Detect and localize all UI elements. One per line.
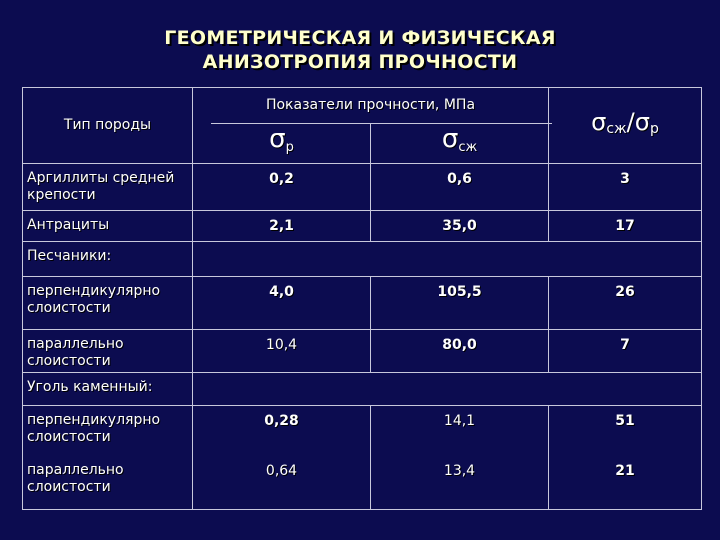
row-name: Аргиллиты средней крепости — [23, 164, 193, 211]
table-row — [23, 330, 702, 373]
ratio-sigma-2: σ — [634, 107, 650, 136]
ratio-sub-tension: р — [649, 120, 659, 137]
row-tension: 0,28 — [193, 406, 371, 456]
row-ratio: 51 — [549, 406, 702, 456]
ratio-sub-compression: сж — [606, 120, 627, 137]
table-row-section — [23, 242, 702, 277]
row-compression: 0,6 — [371, 164, 549, 211]
row-compression: 14,1 — [371, 406, 549, 456]
row-tension: 4,0 — [193, 277, 371, 330]
header-strength-group-label: Показатели прочности, МПа — [265, 97, 476, 114]
row-tension: 0,2 — [193, 164, 371, 211]
slide-title-line-1: ГЕОМЕТРИЧЕСКАЯ И ФИЗИЧЕСКАЯ — [164, 27, 556, 49]
row-ratio: 26 — [549, 277, 702, 330]
sigma-compression-symbol: σ — [441, 123, 459, 154]
row-ratio: 17 — [549, 211, 702, 242]
row-tension: 0,64 — [193, 456, 371, 510]
row-ratio: 7 — [549, 330, 702, 373]
slide-title — [0, 26, 720, 74]
row-name: параллельно слоистости — [23, 330, 193, 373]
sigma-tension-symbol: σ — [269, 123, 286, 154]
table-row — [23, 456, 702, 510]
row-compression: 35,0 — [371, 211, 549, 242]
row-name: перпендикулярно слоистости — [23, 406, 193, 456]
row-section-name: Уголь каменный: — [23, 373, 193, 406]
row-ratio: 21 — [549, 456, 702, 510]
row-compression: 80,0 — [371, 330, 549, 373]
ratio-slash: / — [626, 107, 635, 136]
table-row — [23, 211, 702, 242]
slide-title-line-2: АНИЗОТРОПИЯ ПРОЧНОСТИ — [202, 51, 518, 73]
row-compression: 13,4 — [371, 456, 549, 510]
sigma-tension-sub: р — [285, 139, 294, 155]
sigma-compression-sub: сж — [458, 139, 478, 155]
row-ratio: 3 — [549, 164, 702, 211]
row-section-empty — [193, 242, 702, 277]
strength-table — [22, 87, 702, 510]
table-row — [23, 277, 702, 330]
header-sigma-tension — [193, 124, 371, 164]
row-compression: 105,5 — [371, 277, 549, 330]
row-section-empty — [193, 373, 702, 406]
table-row — [23, 406, 702, 456]
header-ratio — [549, 88, 702, 164]
table-row — [23, 164, 702, 211]
header-sigma-compression — [371, 124, 549, 164]
ratio-sigma-1: σ — [591, 107, 607, 136]
row-name: параллельно слоистости — [23, 456, 193, 510]
table-row-section — [23, 373, 702, 406]
row-tension: 10,4 — [193, 330, 371, 373]
header-rock-type: Тип породы — [23, 88, 193, 164]
row-name: Антрациты — [23, 211, 193, 242]
row-name: перпендикулярно слоистости — [23, 277, 193, 330]
header-strength-group — [193, 88, 549, 124]
row-tension: 2,1 — [193, 211, 371, 242]
row-section-name: Песчаники: — [23, 242, 193, 277]
